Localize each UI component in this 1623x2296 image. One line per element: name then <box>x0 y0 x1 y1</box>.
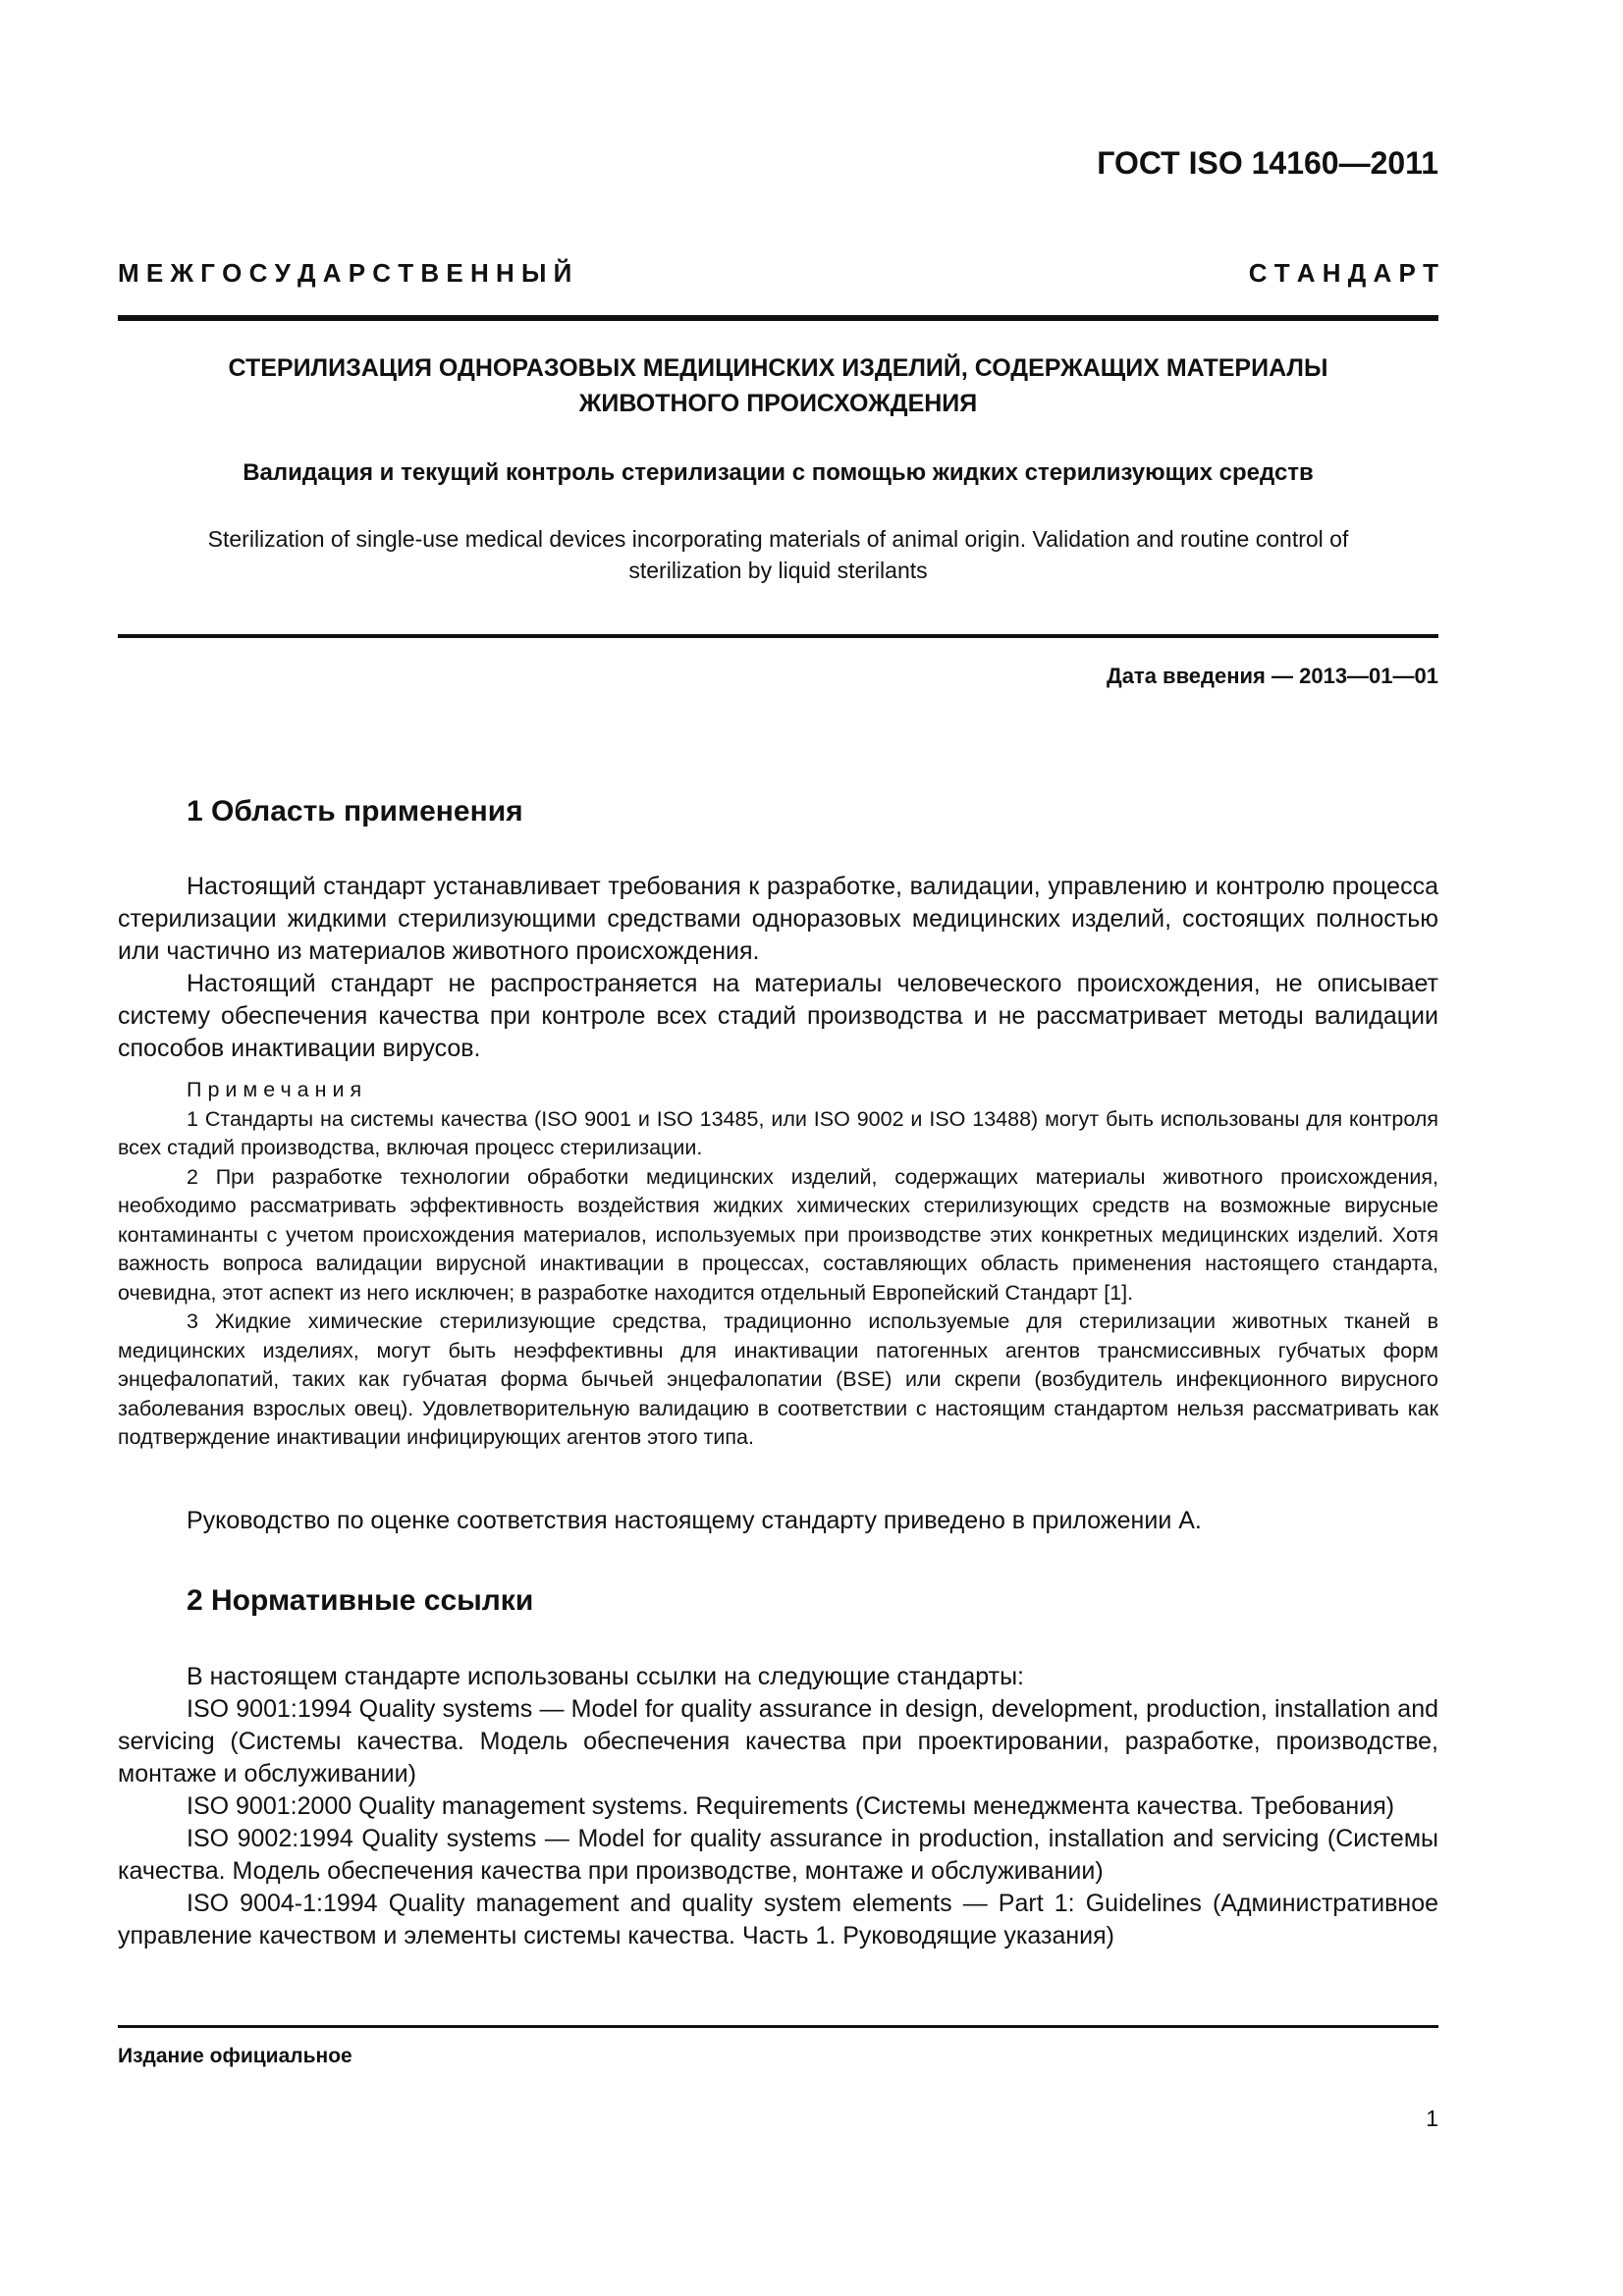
section-2-heading: 2 Нормативные ссылки <box>187 1584 534 1617</box>
reference-item: ISO 9002:1994 Quality systems — Model for quality assurance in production, installation and servicing (Системы качества. Модель обеспечения качества при производстве, монтаже и обслуживании) <box>118 1825 1438 1885</box>
standard-type <box>118 258 1438 289</box>
reference-item: ISO 9004-1:1994 Quality management and quality system elements — Part 1: Guidelines (Административное управление качеством и элементы системы качества. Часть 1. Руководящие указания) <box>118 1890 1438 1949</box>
document-title-line-1: СТЕРИЛИЗАЦИЯ ОДНОРАЗОВЫХ МЕДИЦИНСКИХ ИЗДЕЛИЙ, СОДЕРЖАЩИХ МАТЕРИАЛЫ <box>228 354 1328 382</box>
page-number: 1 <box>1426 2106 1438 2131</box>
title-divider <box>118 634 1438 638</box>
header-divider <box>118 315 1438 321</box>
standard-type-word-2: С Т А Н Д А Р Т <box>1248 258 1438 288</box>
footer-divider <box>118 2025 1438 2028</box>
section-1-notes <box>118 1076 1438 1453</box>
document-title-line-2: ЖИВОТНОГО ПРОИСХОЖДЕНИЯ <box>578 390 978 417</box>
section-1-paragraph: Настоящий стандарт устанавливает требования к разработке, валидации, управлению и контролю процесса стерилизации жидкими стерилизующими средствами одноразовых медицинских изделий, состоящих полностью или частично из материалов животного происхождения. <box>118 873 1438 965</box>
document-subtitle: Валидация и текущий контроль стерилизации с помощью жидких стерилизующих средств <box>243 459 1314 486</box>
section-1-body <box>118 871 1438 1065</box>
note-item: 3 Жидкие химические стерилизующие средства, традиционно используемые для стерилизации животных тканей в медицинских изделиях, могут быть неэффективны для инактивации патогенных агентов трансмиссивных губчатых форм энцефалопатий, таких как губчатая форма бычьей энцефалопатии (BSE) или скрепи (возбудитель инфекционного вирусного заболевания взрослых овец). Удовлетворительную валидацию в соответствии с настоящим стандартом нельзя рассматривать как подтверждение инактивации инфицирующих агентов этого типа. <box>118 1309 1438 1449</box>
section-1-closing-paragraph: Руководство по оценке соответствия настоящему стандарту приведено в приложении А. <box>187 1507 1202 1534</box>
introduction-date: Дата введения — 2013—01—01 <box>1107 664 1438 688</box>
note-item: 2 При разработке технологии обработки медицинских изделий, содержащих материалы животного происхождения, необходимо рассматривать эффективность воздействия жидких химических стерилизующих средств на возможные вирусные контаминанты с учетом происхождения материалов, используемых при производстве этих конкретных медицинских изделий. Хотя важность вопроса валидации вирусной инактивации в процессах, составляющих область применения настоящего стандарта, очевидна, этот аспект из него исключен; в разработке находится отдельный Европейский Стандарт [1]. <box>118 1164 1438 1305</box>
standard-type-word-1: М Е Ж Г О С У Д А Р С Т В Е Н Н Ы Й <box>118 258 572 288</box>
edition-label: Издание официальное <box>118 2045 352 2067</box>
english-title <box>137 523 1419 586</box>
section-1-heading: 1 Область применения <box>187 795 523 828</box>
section-1-paragraph: Настоящий стандарт не распространяется на материалы человеческого происхождения, не описывает систему обеспечения качества при контроле всех стадий производства и не рассматривает методы валидации способов инактивации вирусов. <box>118 970 1438 1062</box>
section-2-body <box>118 1661 1438 1952</box>
reference-item: ISO 9001:1994 Quality systems — Model for quality assurance in design, development, production, installation and servicing (Системы качества. Модель обеспечения качества при проектировании, разработке, производстве, монтаже и обслуживании) <box>118 1695 1438 1788</box>
notes-heading: Примечания <box>187 1078 368 1101</box>
note-item: 1 Стандарты на системы качества (ISO 9001 и ISO 13485, или ISO 9002 и ISO 13488) могут быть использованы для контроля всех стадий производства, включая процесс стерилизации. <box>118 1106 1438 1159</box>
document-title <box>118 350 1438 421</box>
english-title-line-2: sterilization by liquid sterilants <box>628 558 928 583</box>
section-1-closing <box>118 1505 1438 1537</box>
english-title-line-1: Sterilization of single-use medical devices incorporating materials of animal origin. Validation and routine control of <box>207 526 1349 552</box>
standard-code: ГОСТ ISO 14160—2011 <box>1097 145 1438 181</box>
reference-item: ISO 9001:2000 Quality management systems. Requirements (Системы менеджмента качества. Требования) <box>187 1792 1395 1820</box>
section-2-paragraph: В настоящем стандарте использованы ссылки на следующие стандарты: <box>187 1663 1025 1690</box>
